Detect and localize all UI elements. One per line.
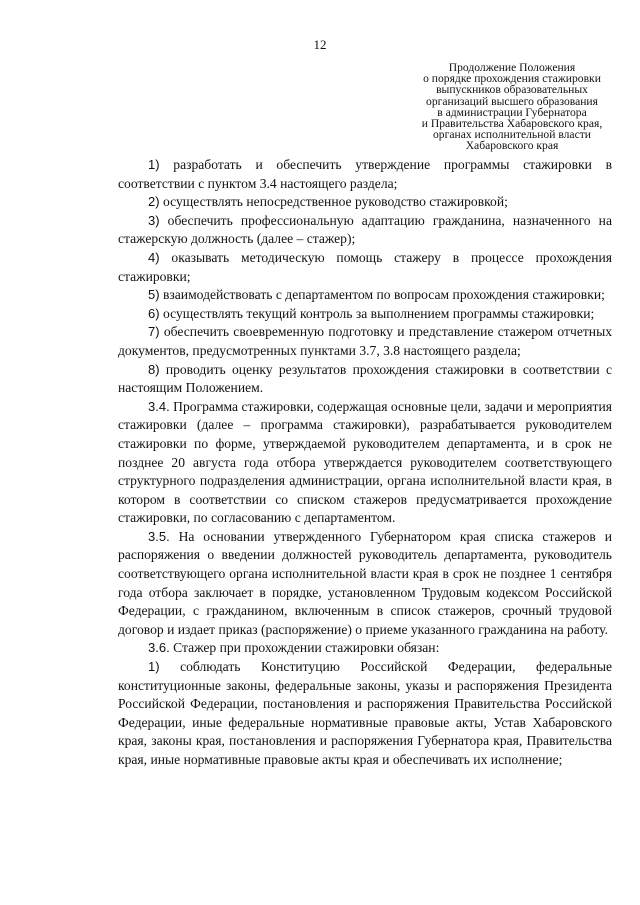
paragraph [118, 212, 612, 249]
page-number: 12 [313, 37, 327, 52]
item-number: 1) [148, 157, 160, 172]
item-number: 3.4. [148, 398, 170, 414]
paragraph [118, 639, 612, 658]
item-number: 3) [148, 212, 160, 228]
item-number: 4) [148, 249, 160, 265]
paragraph-text: оказывать методическую помощь стажеру в процессе прохождения стажировки; [118, 249, 613, 284]
header-line: выпускников образовательных [436, 83, 588, 97]
header-line: Хабаровского края [465, 139, 559, 153]
header-line: о порядке прохождения стажировки [423, 72, 601, 86]
header-line: в администрации Губернатора [437, 105, 587, 119]
paragraph-text: Программа стажировки, содержащая основные цели, задачи и мероприятия стажировки (далее – программа стажировки), разрабатывается руководителем стажировки по форме, утверждаемой руководителем департамента, и в срок не позднее 20 августа года отбора утверждается руководителем соответствующего структурного подразделения администрации, органа исполнительной власти края, в котором в соответствии со списком стажеров предусматривается прохождение стажировки, по согласованию с департаментом. [118, 398, 612, 526]
paragraph-text: осуществлять текущий контроль за выполнением программы стажировки; [162, 305, 595, 321]
paragraph-text: соблюдать Конституцию Российской Федерации, федеральные конституционные законы, федеральные законы, указы и распоряжения Президента Российской Федерации, постановления и распоряжения Правительства Российской Федерации, иные федеральные нормативные правовые акты, Устав Хабаровского края, законы края, постановления и распоряжения Губернатора края, Правительства края, иные нормативные правовые акты края и обеспечивать их исполнение; [118, 659, 612, 767]
paragraph [118, 286, 612, 305]
document-body [118, 156, 612, 770]
paragraph [118, 249, 612, 286]
paragraph [118, 361, 612, 398]
header-line: и Правительства Хабаровского края, [421, 117, 603, 131]
item-number: 3.5. [148, 528, 170, 544]
paragraph [118, 323, 612, 360]
paragraph-text: На основании утвержденного Губернатором края списка стажеров и распоряжения о введении должностей руководитель департамента, руководитель соответствующего органа исполнительной власти края в срок не позднее 1 сентября года отбора заключает в порядке, установленном Трудовым кодексом Российской Федерации, с гражданином, включенным в список стажеров, срочный трудовой договор и издает приказ (распоряжение) о приеме указанного гражданина на работу. [118, 528, 612, 637]
paragraph-text: взаимодействовать с департаментом по вопросам прохождения стажировки; [162, 287, 605, 303]
paragraph [118, 305, 612, 324]
paragraph [118, 398, 612, 528]
paragraph-text: осуществлять непосредственное руководство стажировкой; [162, 194, 508, 210]
paragraph-text: обеспечить своевременную подготовку и представление стажером отчетных документов, предусмотренных пунктами 3.7, 3.8 настоящего раздела; [118, 324, 612, 358]
document-header [404, 62, 620, 152]
header-line: органах исполнительной власти [433, 128, 591, 142]
header-line: организаций высшего образования [426, 94, 598, 108]
paragraph-text: разработать и обеспечить утверждение программы стажировки в соответствии с пунктом 3.4 настоящего раздела; [118, 157, 612, 191]
item-number: 8) [148, 361, 160, 377]
paragraph [118, 193, 612, 212]
paragraph-text: Стажер при прохождении стажировки обязан: [173, 640, 440, 656]
paragraph-text: проводить оценку результатов прохождения стажировки в соответствии с настоящим Положением. [118, 361, 612, 396]
header-line: Продолжение Положения [448, 61, 576, 74]
paragraph-text: обеспечить профессиональную адаптацию гражданина, назначенного на стажерскую должность (далее – стажер); [118, 212, 612, 247]
item-number: 5) [148, 287, 160, 303]
item-number: 6) [148, 305, 160, 321]
paragraph [118, 658, 612, 770]
item-number: 7) [148, 324, 160, 340]
item-number: 1) [148, 659, 160, 675]
item-number: 2) [148, 194, 160, 210]
paragraph [118, 528, 612, 640]
item-number: 3.6. [148, 640, 170, 656]
paragraph [118, 156, 612, 193]
